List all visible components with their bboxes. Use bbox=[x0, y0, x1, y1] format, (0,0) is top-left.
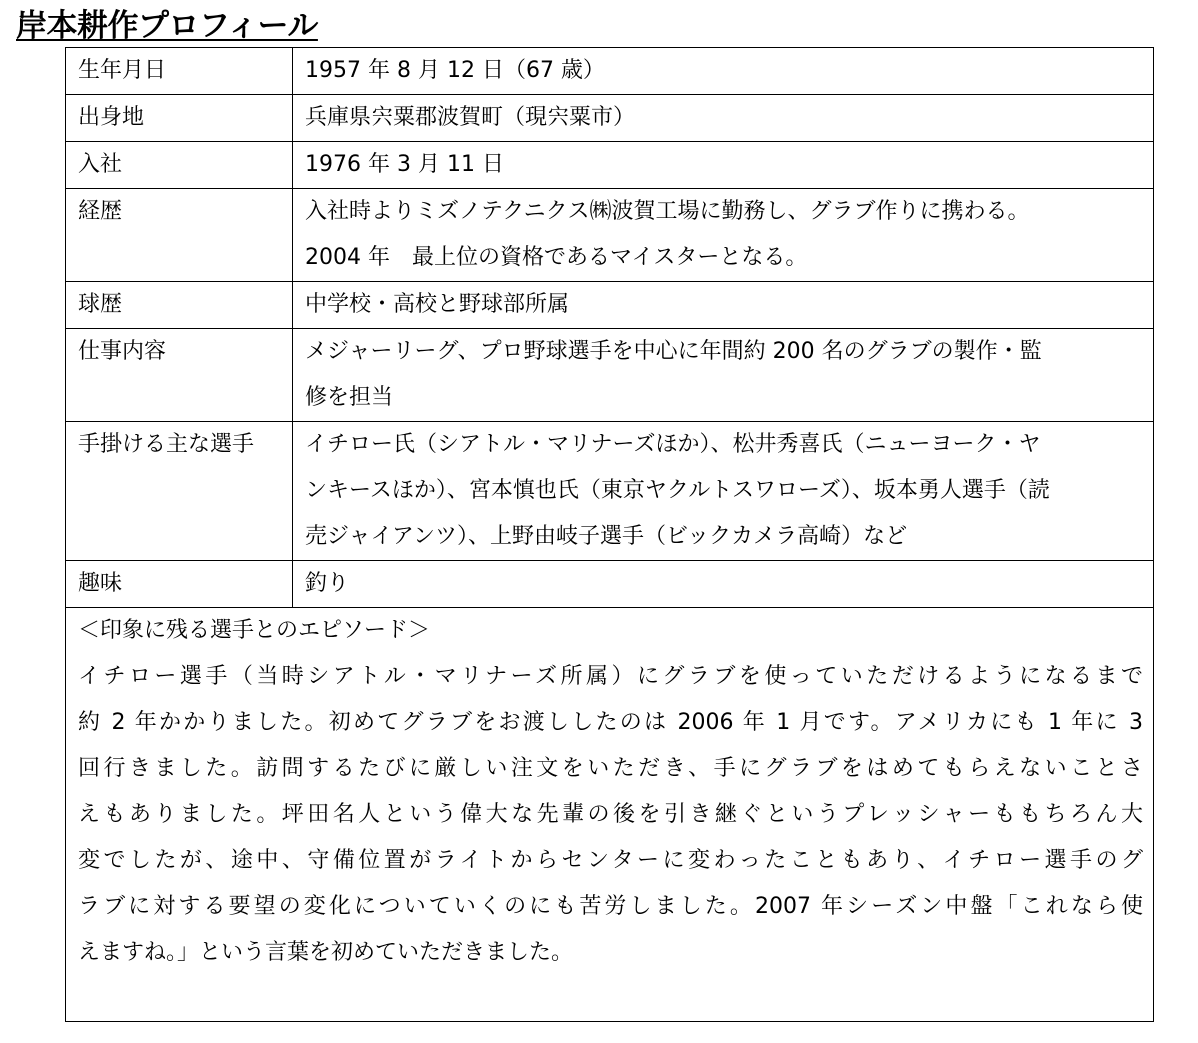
row-value-baseball-history bbox=[293, 282, 1154, 329]
row-label-career: 経歴 bbox=[66, 189, 293, 282]
row-label-job: 仕事内容 bbox=[66, 329, 293, 422]
row-value-line: イチロー氏（シアトル・マリナーズほか）、松井秀喜氏（ニューヨーク・ヤ bbox=[305, 432, 1041, 457]
episode-line: 変でしたが、途中、守備位置がライトからセンターに変わったこともあり、イチロー選手のグ bbox=[78, 848, 1143, 873]
row-value-birthdate bbox=[293, 48, 1154, 95]
episode-line: えますね。」という言葉を初めていただきました。 bbox=[78, 940, 574, 965]
table-row bbox=[66, 142, 1154, 189]
row-value-players bbox=[293, 422, 1154, 561]
row-label-baseball-history: 球歴 bbox=[66, 282, 293, 329]
episode-line: イチロー選手（当時シアトル・マリナーズ所属）にグラブを使っていただけるようになるまで bbox=[78, 664, 1143, 689]
table-row bbox=[66, 329, 1154, 422]
table-row bbox=[66, 608, 1154, 1022]
episode-heading: ＜印象に残る選手とのエピソード＞ bbox=[78, 618, 431, 643]
episode-line: えもありました。坪田名人という偉大な先輩の後を引き継ぐというプレッシャーももちろん大 bbox=[78, 802, 1143, 827]
row-value-line: ンキースほか）、宮本慎也氏（東京ヤクルトスワローズ）、坂本勇人選手（読 bbox=[305, 478, 1050, 503]
row-label-hobby: 趣味 bbox=[66, 561, 293, 608]
table-row bbox=[66, 422, 1154, 561]
row-value-line: メジャーリーグ、プロ野球選手を中心に年間約 200 名のグラブの製作・監 bbox=[305, 339, 1042, 364]
episode-line: 約 2 年かかりました。初めてグラブをお渡ししたのは 2006 年 1 月です。アメリカにも 1 年に 3 bbox=[78, 710, 1143, 735]
row-value-line: 2004 年 最上位の資格であるマイスターとなる。 bbox=[305, 245, 808, 270]
row-value-line: 釣り bbox=[305, 571, 350, 596]
row-value-birthplace bbox=[293, 95, 1154, 142]
episode-line: 回行きました。訪問するたびに厳しい注文をいただき、手にグラブをはめてもらえないことさ bbox=[78, 756, 1143, 781]
row-label-joined: 入社 bbox=[66, 142, 293, 189]
table-row bbox=[66, 189, 1154, 282]
row-value-career bbox=[293, 189, 1154, 282]
episode-line: ラブに対する要望の変化についていくのにも苦労しました。2007 年シーズン中盤「これなら使 bbox=[78, 894, 1143, 919]
table-row bbox=[66, 95, 1154, 142]
row-value-line: 入社時よりミズノテクニクス㈱波賀工場に勤務し、グラブ作りに携わる。 bbox=[305, 199, 1030, 224]
table-row bbox=[66, 561, 1154, 608]
row-value-joined bbox=[293, 142, 1154, 189]
row-label-birthplace: 出身地 bbox=[66, 95, 293, 142]
episode-cell bbox=[66, 608, 1154, 1022]
row-value-hobby bbox=[293, 561, 1154, 608]
row-value-line: 1976 年 3 月 11 日 bbox=[305, 152, 504, 177]
table-row bbox=[66, 282, 1154, 329]
table-row bbox=[66, 48, 1154, 95]
row-label-players: 手掛ける主な選手 bbox=[66, 422, 293, 561]
row-label-birthdate: 生年月日 bbox=[66, 48, 293, 95]
profile-table bbox=[65, 47, 1154, 1022]
row-value-line: 修を担当 bbox=[305, 385, 394, 410]
row-value-line: 兵庫県宍粟郡波賀町（現宍粟市） bbox=[305, 105, 636, 130]
row-value-line: 1957 年 8 月 12 日（67 歳） bbox=[305, 58, 605, 83]
row-value-job bbox=[293, 329, 1154, 422]
row-value-line: 売ジャイアンツ）、上野由岐子選手（ビックカメラ高崎）など bbox=[305, 524, 908, 549]
page-title: 岸本耕作プロフィール bbox=[16, 8, 318, 44]
row-value-line: 中学校・高校と野球部所属 bbox=[305, 292, 570, 317]
